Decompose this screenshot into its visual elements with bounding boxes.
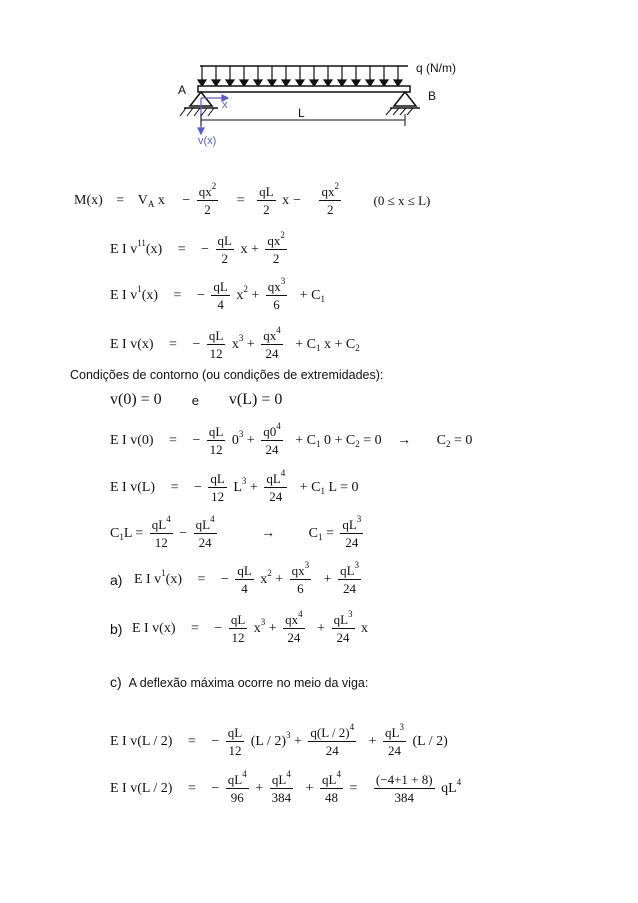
eq-moment: $M(x) = V_A$ x − $\frac{qx^2}{2}$ = $\frac{qL}{2}$ x − $\frac{qx^2}{2}$ (0 ≤ x ≤ L): [74, 181, 431, 217]
eq-mid-2: E I v(L / 2) = − $\frac{qL^4}{96}$ + $\frac{qL^4}{384}$ + $\frac{qL^4}{48}$ = $\frac{(-4+1 + 8)}{384}$ $qL^4$: [110, 769, 462, 805]
eq-c1: $C_1L$ = $\frac{qL^4}{12}$ − $\frac{qL^4}{24}$ → $C_1$ = $\frac{qL^3}{24}$: [110, 514, 362, 550]
beam-diagram: [0, 0, 638, 160]
bc-conditions: v(0) = 0 e v(L) = 0: [110, 391, 283, 409]
span-label: L: [298, 106, 305, 120]
support-a-label: A: [178, 83, 187, 97]
eq-ei-v2: E I $v^{11}(x)$ = − $\frac{qL}{2}$ x + $\frac{qx^2}{2}$: [110, 230, 285, 266]
eq-ei-v1: E I $v^1(x)$ = − $\frac{qL}{4}$ $x^2$ + $\frac{qx^3}{6}$ + $C_1$: [110, 276, 325, 312]
load-label: q (N/m): [416, 61, 456, 75]
beam: [198, 86, 410, 92]
answer-a: a) E I $v^1(x)$ = − $\frac{qL}{4}$ $x^2$ + $\frac{qx^3}{6}$ + $\frac{qL^3}{24}$: [110, 560, 360, 596]
eq-ei-v0: E I v(x) = − $\frac{qL}{12}$ $x^3$ + $\frac{qx^4}{24}$ + $C_1$ $x + C_2$: [110, 325, 360, 361]
answer-b: b) E I v(x) = − $\frac{qL}{12}$ $x^3$ + $\frac{qx^4}{24}$ + $\frac{qL^3}{24}$ x: [110, 609, 369, 645]
support-b-label: B: [428, 89, 437, 103]
eq-bc-v0: E I v(0) = − $\frac{qL}{12}$ $0^3$ + $\frac{q0^4}{24}$ + $C_1$ $0 + C_2 = 0 \to C_2 = 0$: [110, 421, 473, 457]
axis-x-label: x: [222, 99, 228, 111]
axis-v-label: v(x): [198, 135, 217, 147]
contorno-title: Condições de contorno (ou condições de extremidades):: [70, 368, 384, 382]
answer-c: c) A deflexão máxima ocorre no meio da viga:: [110, 674, 369, 690]
support-b-icon: [386, 92, 420, 115]
eq-bc-vL: E I v(L) = − $\frac{qL}{12}$ $L^3$ + $\frac{qL^4}{24}$ + $C_1$ L = 0: [110, 468, 359, 504]
load-arrows: [198, 66, 402, 86]
eq-mid-1: E I v(L / 2) = − $\frac{qL}{12}$ (L / 2)$^3$ + $\frac{q(L / 2)^4}{24}$ + $\frac{qL^3}{24}$ (L / 2): [110, 722, 448, 758]
